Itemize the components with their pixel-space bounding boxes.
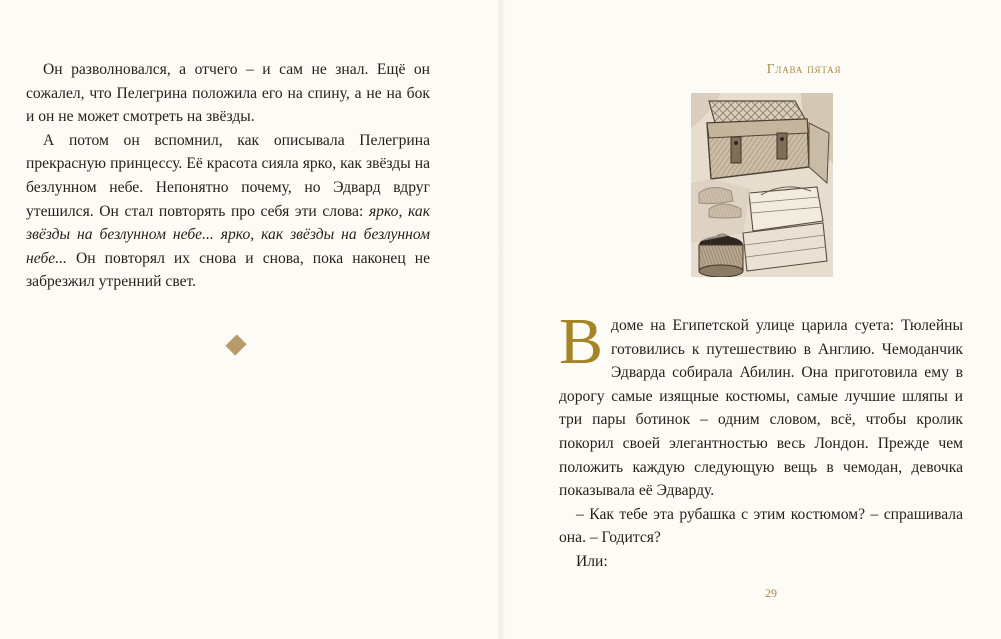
suitcase-illustration-svg <box>691 93 833 277</box>
paragraph-text: А потом он вспомнил, как описывала Пелегрина прекрасную принцессу. Её красота сияла ярко, как звёзды на безлунном небе. Непонятно почему, но Эдвард вдруг утешился. Он стал повторять про себя эти слова: <box>26 131 430 220</box>
chapter-title: Глава пятая <box>766 61 842 76</box>
left-page <box>0 0 498 639</box>
right-page <box>502 0 1001 639</box>
left-paragraph <box>26 129 430 294</box>
paragraph-text: Он разволновался, а отчего – и сам не знал. Ещё он сожалел, что Пелегрина положила его на спину, а не на бок и он не может смотреть на звёзды. <box>26 61 430 126</box>
dialogue-line: – Как тебе эта рубашка с этим костюмом? – спрашивала она. – Годится? <box>559 505 963 547</box>
opening-paragraph <box>559 305 963 503</box>
page-number: 29 <box>765 586 777 600</box>
dialogue-line: Или: <box>576 552 608 570</box>
italic-phrase: ярко, как звёзды на безлунном небе... ярко, как звёзды на безлунном небе... <box>26 202 431 267</box>
opening-paragraph-text: доме на Египетской улице царила суета: Тюлейны готовились к путешествию в Англию. Чемоданчик Эдварда собирала Абилин. Она приготовила ему в дорогу самые изящные костюмы, самые лучшие шляпы и три пары ботинок – одним словом, всё, чтобы кролик покорил своей элегантностью весь Лондон. Прежде чем положить каждую следующую вещь в чемодан, девочка показывала её Эдварду. <box>559 317 963 500</box>
left-paragraph <box>26 58 430 129</box>
drop-cap: В <box>559 305 604 378</box>
suitcase-illustration <box>691 93 833 277</box>
right-page-text <box>559 305 963 574</box>
diamond-ornament-icon <box>225 334 246 355</box>
paragraph-text: Он повторял их снова и снова, пока наконец не забрезжил утренний свет. <box>26 249 430 291</box>
left-page-text <box>26 58 430 294</box>
